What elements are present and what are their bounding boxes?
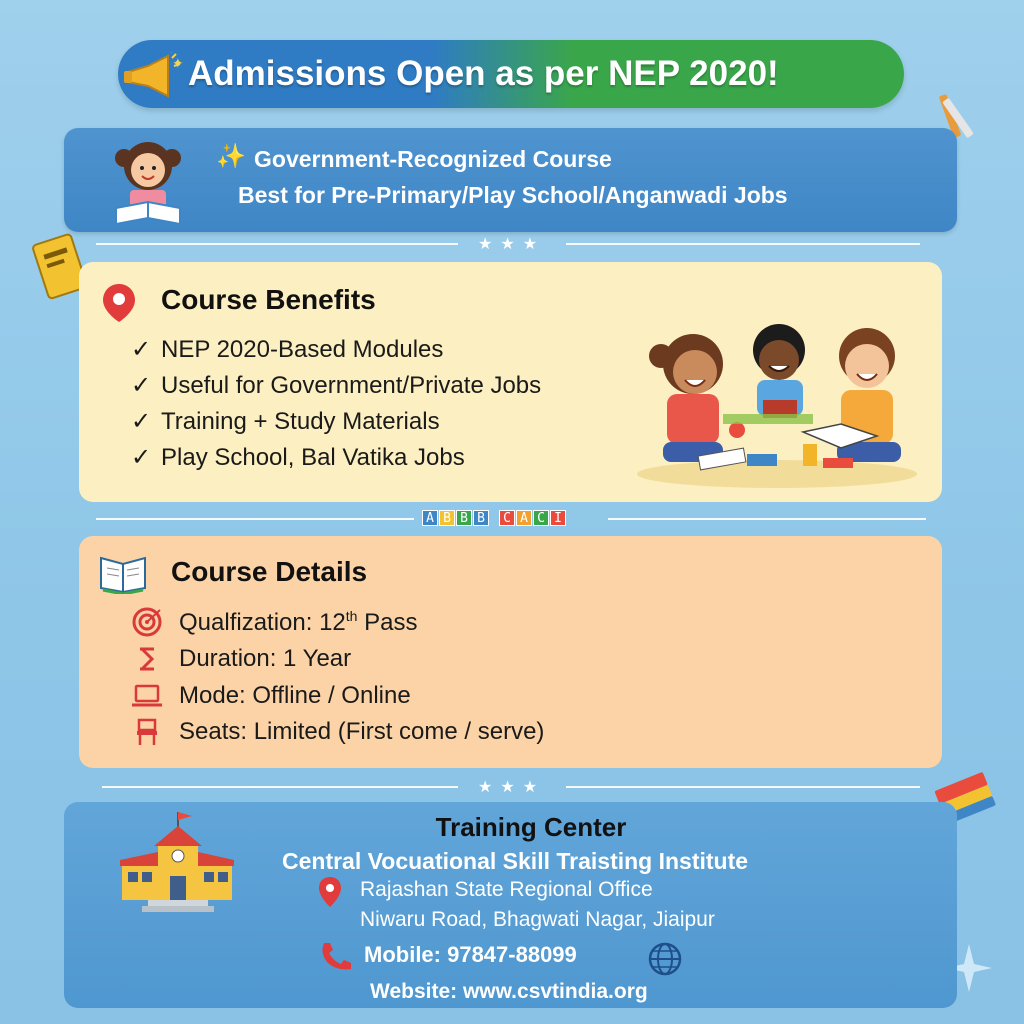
mode-row bbox=[127, 678, 411, 714]
seats-text: Seats: Limited (First come / serve) bbox=[179, 718, 545, 745]
training-center-title: Training Center bbox=[435, 812, 627, 842]
check-icon: ✓ bbox=[131, 336, 152, 363]
course-benefits-title: Course Benefits bbox=[161, 284, 376, 315]
course-details-title: Course Details bbox=[171, 556, 368, 587]
divider-line bbox=[608, 518, 926, 520]
website-link[interactable]: Website: www.csvtindia.org bbox=[370, 980, 648, 1003]
list-item: ✓ Play School, Bal Vatika Jobs bbox=[131, 440, 541, 476]
divider-line bbox=[96, 518, 414, 520]
banner-title: Admissions Open as per NEP 2020! bbox=[188, 54, 779, 93]
check-icon: ✓ bbox=[131, 408, 152, 435]
mode-text: Mode: Offline / Online bbox=[179, 682, 411, 709]
divider-line bbox=[566, 243, 920, 245]
address-line-2: Niwaru Road, Bhagwati Nagar, Jiaipur bbox=[360, 908, 715, 931]
megaphone-icon bbox=[122, 52, 184, 102]
seats-row bbox=[127, 714, 544, 750]
list-item: ✓ Training + Study Materials bbox=[131, 404, 541, 440]
globe-icon bbox=[648, 942, 682, 976]
divider-line bbox=[96, 243, 458, 245]
list-item: ✓ NEP 2020-Based Modules bbox=[131, 332, 541, 368]
book-icon bbox=[99, 548, 147, 594]
government-subtitle: Best for Pre-Primary/Play School/Anganwadi Jobs bbox=[238, 182, 788, 208]
check-icon: ✓ bbox=[131, 444, 152, 471]
sparkle-icon: ✨ bbox=[216, 143, 246, 170]
institute-name: Central Vocuational Skill Traisting Institute bbox=[282, 848, 749, 874]
chair-icon bbox=[127, 717, 167, 747]
phone-icon bbox=[318, 940, 354, 972]
svg-text:✦: ✦ bbox=[172, 55, 184, 71]
duration-row bbox=[127, 641, 351, 677]
government-title: Government-Recognized Course bbox=[254, 146, 612, 172]
course-details-card bbox=[79, 536, 942, 768]
map-pin-icon bbox=[101, 282, 137, 324]
admissions-banner bbox=[118, 40, 904, 108]
school-building-icon bbox=[118, 810, 236, 914]
check-icon: ✓ bbox=[131, 372, 152, 399]
duration-text: Duration: 1 Year bbox=[179, 645, 352, 672]
benefits-list bbox=[131, 332, 541, 476]
divider-line bbox=[566, 786, 920, 788]
hourglass-icon bbox=[127, 644, 167, 674]
children-studying-illustration bbox=[627, 302, 927, 492]
laptop-icon bbox=[127, 681, 167, 711]
divider-stars: ★★★ bbox=[478, 779, 546, 796]
list-item: ✓ Useful for Government/Private Jobs bbox=[131, 368, 541, 404]
qualification-row bbox=[127, 604, 418, 640]
address-line-1: Rajashan State Regional Office bbox=[360, 878, 653, 901]
divider-line bbox=[102, 786, 458, 788]
government-course-box bbox=[64, 128, 957, 232]
qualification-text: Qualfization: 12th Pass bbox=[179, 607, 418, 636]
course-benefits-card bbox=[79, 262, 942, 502]
divider-stars: ★★★ bbox=[478, 236, 546, 253]
mobile-number[interactable]: Mobile: 97847-88099 bbox=[364, 942, 577, 967]
abc-tiles: A B B B C A C I bbox=[422, 510, 567, 526]
girl-reading-icon bbox=[100, 132, 196, 228]
target-icon bbox=[127, 607, 167, 637]
map-pin-icon bbox=[318, 876, 342, 908]
